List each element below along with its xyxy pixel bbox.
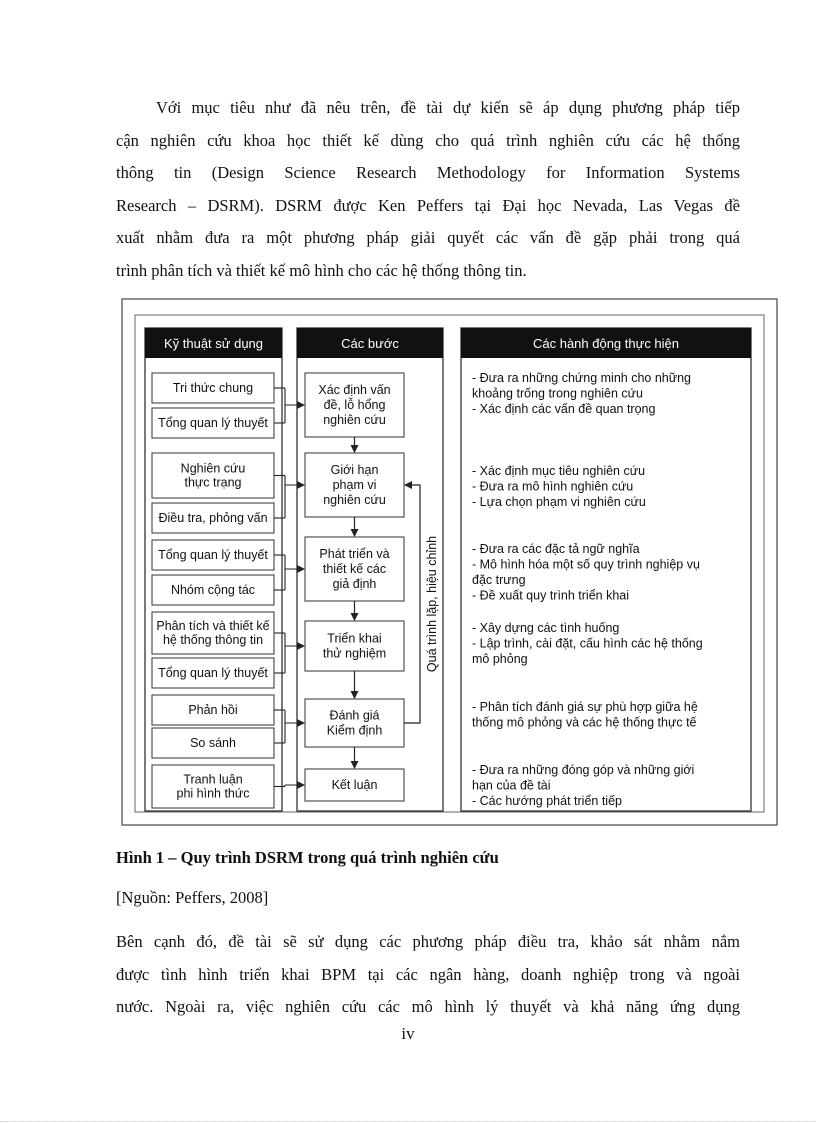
action-item: - Đề xuất quy trình triển khai [472,588,630,603]
action-item: - Phân tích đánh giá sự phù hợp giữa hệ [472,700,698,714]
paragraph-line: xuất nhằm đưa ra một phương pháp giải quyết các vấn đề gặp phải trong quá [116,228,740,247]
step-label: phạm vi [332,478,377,492]
action-item: - Xác định các vấn đề quan trọng [472,402,656,416]
action-item: - Đưa ra những đóng góp và những giới [472,763,695,777]
paragraph-line: Bên cạnh đó, đề tài sẽ sử dụng các phương pháp điều tra, khảo sát nhằm nắm [116,932,740,951]
technique-label: So sánh [190,736,236,750]
action-item: khoảng trống trong nghiên cứu [472,386,643,401]
technique-label: phi hình thức [176,786,250,801]
step-label: Kiểm định [326,723,383,738]
step-label: thử nghiệm [322,646,387,661]
action-item: - Xác định mục tiêu nghiên cứu [472,464,646,478]
iteration-loop-arrow [404,485,420,723]
technique-label: Tổng quan lý thuyết [158,416,268,430]
page-number: iv [401,1024,415,1043]
action-item: thống mô phỏng và các hệ thống thực tế [472,715,697,730]
technique-label: Điều tra, phỏng vấn [158,511,268,525]
steps-header-label: Các bước [341,336,399,351]
technique-label: Phản hồi [188,703,238,717]
technique-label: Tri thức chung [172,381,254,395]
action-item: - Đưa ra các đặc tả ngữ nghĩa [472,542,640,556]
technique-label: Tranh luận [183,772,243,787]
paragraph-line: nước. Ngoài ra, việc nghiên cứu các mô hình lý thuyết và khả năng ứng dụng [116,997,740,1016]
action-item: - Lập trình, cài đặt, cấu hình các hệ thống [472,636,703,651]
paragraph-line: được tình hình triển khai BPM tại các ngân hàng, doanh nghiệp trong và ngoài [116,964,740,984]
action-item: đặc trưng [472,573,526,587]
paragraph-line: thông tin (Design Science Research Methodology for Information Systems [116,163,740,182]
paragraph-line: Với mục tiêu như đã nêu trên, đề tài dự kiến sẽ áp dụng phương pháp tiếp [156,98,740,117]
techniques-header-label: Kỹ thuật sử dụng [163,336,264,351]
action-item: - Lựa chọn phạm vi nghiên cứu [472,495,646,509]
step-label: nghiên cứu [323,413,386,427]
action-item: - Xây dựng các tình huống [472,621,620,635]
action-item: - Đưa ra những chứng minh cho những [472,371,692,385]
paragraph-line: Research – DSRM). DSRM được Ken Peffers tại Đại học Nevada, Las Vegas đề [116,195,740,215]
step-label: Phát triển và [319,547,390,561]
step-label: Đánh giá [329,708,380,723]
action-item: - Các hướng phát triển tiếp [472,794,622,808]
figure-caption: Hình 1 – Quy trình DSRM trong quá trình nghiên cứu [116,848,499,867]
technique-label: Nghiên cứu [180,461,246,476]
step-label: Triển khai [327,631,382,646]
technique-label: thực trạng [184,475,242,490]
paragraph-line: trình phân tích và thiết kế mô hình cho các hệ thống thông tin. [116,260,527,280]
paragraph-line: cận nghiên cứu khoa học thiết kế dùng cho quá trình nghiên cứu các hệ thống [116,130,740,150]
step-label: Xác định vấn [318,383,391,397]
step-label: giả định [332,577,377,591]
technique-label: Tổng quan lý thuyết [158,666,268,680]
action-item: mô phỏng [472,652,528,666]
step-label: thiết kế các [322,562,387,576]
figure-source: [Nguồn: Peffers, 2008] [116,888,269,907]
technique-label: hệ thống thông tin [162,633,264,647]
action-item: - Đưa ra mô hình nghiên cứu [472,479,634,494]
technique-label: Tổng quan lý thuyết [158,548,268,562]
action-item: - Mô hình hóa một số quy trình nghiệp vụ [472,557,700,572]
page-bottom-divider [0,1121,816,1122]
action-item: hạn của đề tài [472,778,551,793]
actions-header-label: Các hành động thực hiện [532,336,680,351]
step-label: nghiên cứu [323,493,386,507]
technique-label: Nhóm cộng tác [170,583,256,597]
technique-label: Phân tích và thiết kế [156,619,270,633]
step-label: Kết luận [331,778,378,792]
step-label: đề, lỗ hổng [323,398,386,412]
step-label: Giới hạn [330,463,379,477]
body-paragraph [116,926,740,1024]
iteration-loop-label: Quá trình lặp, hiệu chỉnh [425,535,439,673]
